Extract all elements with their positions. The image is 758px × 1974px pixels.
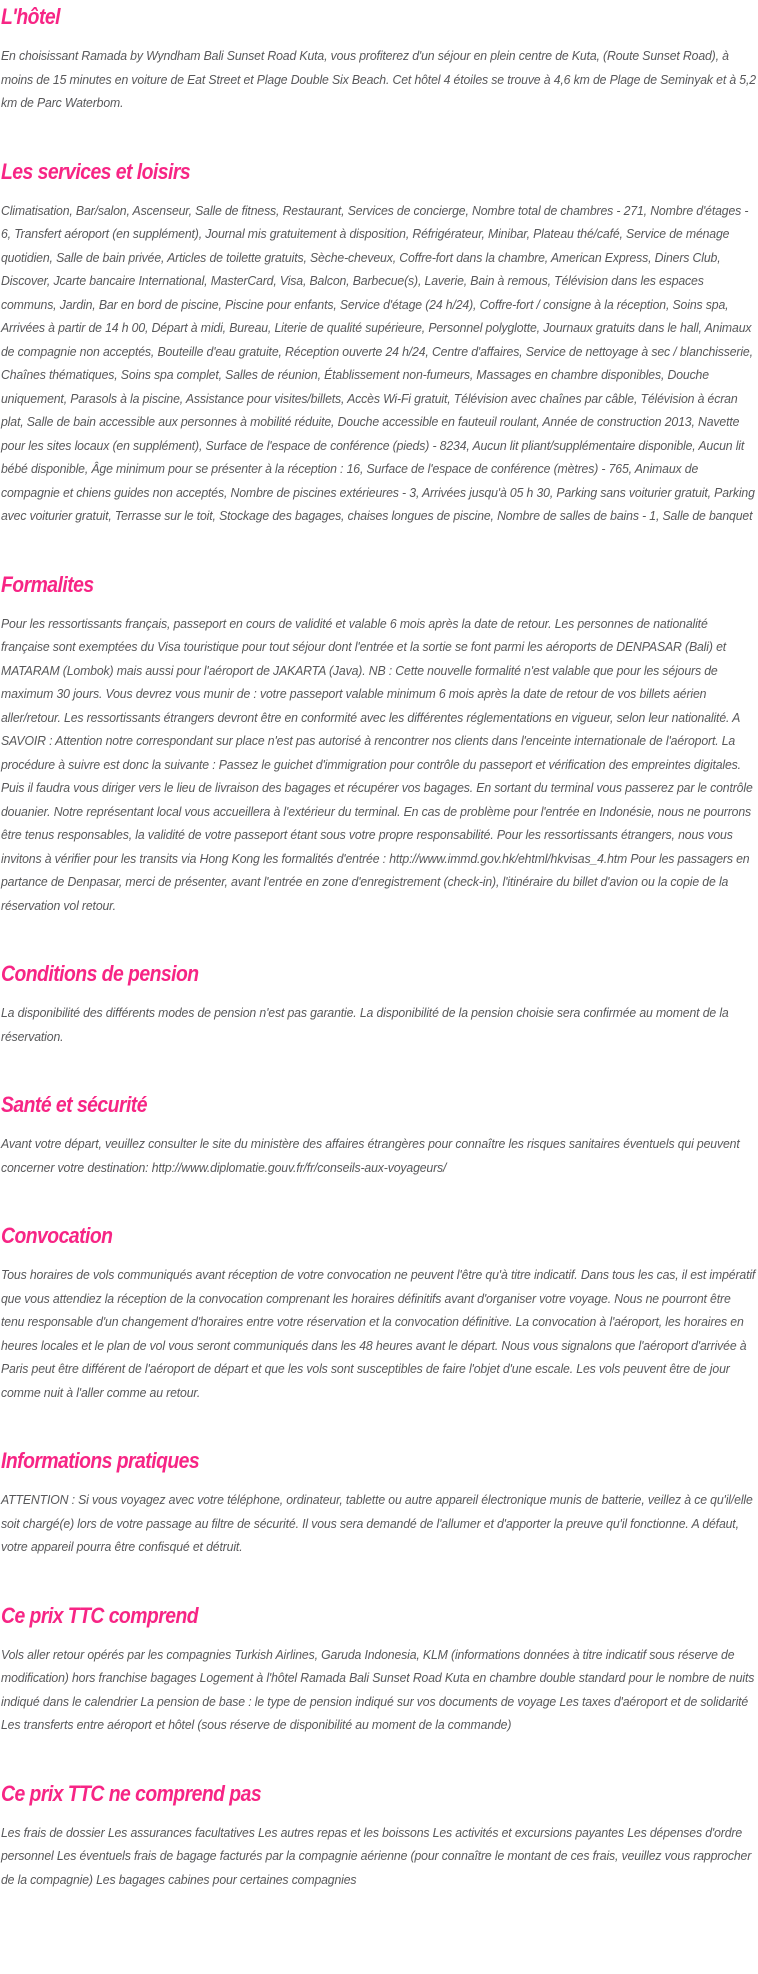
spacer	[1, 30, 757, 44]
spacer	[1, 1249, 757, 1263]
section-title-hotel: L'hôtel	[1, 4, 60, 29]
spacer	[1, 185, 757, 199]
section-body-convocation: Tous horaires de vols communiqués avant réception de votre convocation ne peuvent l'être qu'à titre indicatif. Dans tous les cas, il est impératif que vous attendiez la réception de la convocation comprenant les horaires définitifs avant d'organiser votre voyage. Nous ne pourront être tenu responsable d'un changement d'horaires entre votre réservation et la convocation définitive. La convocation à l'aéroport, les horaires en heures locales et le plan de vol vous seront communiqués dans les 48 heures avant le départ. Nous vous signalons que l'aéroport d'arrivée à Paris peut être différent de l'aéroport de départ et que les vols sont susceptibles de faire l'objet d'une escale. Les vols peuvent être de jour comme nuit à l'aller comme au retour.	[1, 1267, 756, 1400]
spacer	[1, 1048, 757, 1092]
section-title-services: Les services et loisirs	[1, 158, 191, 184]
section-title-prix-comprend: Ce prix TTC comprend	[1, 1602, 199, 1628]
section-prix-comprend	[1, 1603, 757, 1737]
section-body-prix-ne-comprend-pas: Les frais de dossier Les assurances facultatives Les autres repas et les boissons Les activités et excursions payantes Les dépenses d'ordre personnel Les éventuels frais de bagage facturés par la compagnie aérienne (pour connaître le montant de ces frais, veuillez vous rapprocher de la compagnie) Les bagages cabines pour certaines compagnies	[1, 1824, 752, 1887]
spacer	[1, 1807, 757, 1821]
spacer	[1, 917, 757, 961]
spacer	[1, 1474, 757, 1488]
section-title-formalites: Formalites	[1, 571, 94, 597]
section-body-prix-comprend: Vols aller retour opérés par les compagnies Turkish Airlines, Garuda Indonesia, KLM (informations données à titre indicatif sous réserve de modification) hors franchise bagages Logement à l'hôtel Ramada Bali Sunset Road Kuta en chambre double standard pour le nombre de nuits indiqué dans le calendrier La pension de base : le type de pension indiqué sur vos documents de voyage Les taxes d'aéroport et de solidarité Les transferts entre aéroport et hôtel (sous réserve de disponibilité au moment de la commande)	[1, 1646, 755, 1732]
spacer	[1, 987, 757, 1001]
section-body-informations-pratiques: ATTENTION : Si vous voyagez avec votre téléphone, ordinateur, tablette ou autre appareil électronique munis de batterie, veillez à ce qu'il/elle soit chargé(e) lors de votre passage au filtre de sécurité. Il vous sera demandé de l'allumer et d'apporter la preuve qu'il fonctionne. A défaut, votre appareil pourra être confisqué et détruit.	[1, 1492, 753, 1554]
section-sante-securite	[1, 1092, 757, 1179]
spacer	[1, 1179, 757, 1223]
section-title-sante-securite: Santé et sécurité	[1, 1092, 147, 1117]
section-title-prix-ne-comprend-pas: Ce prix TTC ne comprend pas	[1, 1780, 262, 1806]
spacer	[1, 1737, 757, 1781]
section-services	[1, 159, 757, 528]
section-body-sante-securite: Avant votre départ, veuillez consulter le site du ministère des affaires étrangères pour connaître les risques sanitaires éventuels qui peuvent concerner votre destination: http://www.diplomatie.gouv.fr/fr/conseils-aux-voyageurs/	[1, 1136, 740, 1175]
section-informations-pratiques	[1, 1448, 757, 1559]
spacer	[1, 115, 757, 159]
section-conditions-pension	[1, 961, 757, 1048]
section-convocation	[1, 1223, 757, 1404]
section-title-conditions-pension: Conditions de pension	[1, 961, 199, 986]
spacer	[1, 598, 757, 612]
spacer	[1, 1118, 757, 1132]
spacer	[1, 528, 757, 572]
section-hotel	[1, 0, 757, 115]
spacer	[1, 1559, 757, 1603]
section-body-formalites: Pour les ressortissants français, passeport en cours de validité et valable 6 mois après la date de retour. Les personnes de nationalité française sont exemptées du Visa touristique pour tout séjour dont l'entrée et la sortie se font parmi les aéroports de DENPASAR (Bali) et MATARAM (Lombok) mais aussi pour l'aéroport de JAKARTA (Java). NB : Cette nouvelle formalité n'est valable que pour les séjours de maximum 30 jours. Vous devrez vous munir de : votre passeport valable minimum 6 mois après la date de retour de vos billets aérien aller/retour. Les ressortissants étrangers devront être en conformité avec les différentes réglementations en vigueur, selon leur nationalité. A SAVOIR : Attention notre correspondant sur place n'est pas autorisé à rencontrer nos clients dans l'enceinte internationale de l'aéroport. La procédure à suivre est donc la suivante : Passez le guichet d'immigration pour contrôle du passeport et vérification des empreintes digitales. Puis il faudra vous diriger vers le lieu de livraison des bagages et récupérer vos bagages. En sortant du terminal vous passerez par le contrôle douanier. Notre représentant local vous accueillera à l'extérieur du terminal. En cas de problème pour l'entrée en Indonésie, nous ne pourrons être tenus responsables, la validité de votre passeport étant sous votre propre responsabilité. Pour les ressortissants étrangers, nous vous invitons à vérifier pour les transits via Hong Kong les formalités d'entrée : http://www.immd.gov.hk/ehtml/hkvisas_4.htm Pour les passagers en partance de Denpasar, merci de présenter, avant l'entrée en zone d'enregistrement (check-in), l'itinéraire du billet d'avion ou la copie de la réservation vol retour.	[1, 615, 753, 913]
spacer	[1, 1629, 757, 1643]
section-body-services: Climatisation, Bar/salon, Ascenseur, Salle de fitness, Restaurant, Services de concierge, Nombre total de chambres - 271, Nombre d'étages - 6, Transfert aéroport (en supplément), Journal mis gratuitement à disposition, Réfrigérateur, Minibar, Plateau thé/café, Service de ménage quotidien, Salle de bain privée, Articles de toilette gratuits, Sèche-cheveux, Coffre-fort dans la chambre, American Express, Diners Club, Discover, Jcarte bancaire International, MasterCard, Visa, Balcon, Barbecue(s), Laverie, Bain à remous, Télévision dans les espaces communs, Jardin, Bar en bord de piscine, Piscine pour enfants, Service d'étage (24 h/24), Coffre-fort / consigne à la réception, Soins spa, Arrivées à partir de 14 h 00, Départ à midi, Bureau, Literie de qualité supérieure, Personnel polyglotte, Journaux gratuits dans le hall, Animaux de compagnie non acceptés, Bouteille d'eau gratuite, Réception ouverte 24 h/24, Centre d'affaires, Service de nettoyage à sec / blanchisserie, Chaînes thématiques, Soins spa complet, Salles de réunion, Établissement non-fumeurs, Massages en chambre disponibles, Douche uniquement, Parasols à la piscine, Assistance pour visites/billets, Accès Wi-Fi gratuit, Télévision avec chaînes par câble, Télévision à écran plat, Salle de bain accessible aux personnes à mobilité réduite, Douche accessible en fauteuil roulant, Année de construction 2013, Navette pour les sites locaux (en supplément), Surface de l'espace de conférence (pieds) - 8234, Aucun lit pliant/supplémentaire disponible, Aucun lit bébé disponible, Âge minimum pour se présenter à la réception : 16, Surface de l'espace de conférence (mètres) - 765, Animaux de compagnie et chiens guides non acceptés, Nombre de piscines extérieures - 3, Arrivées jusqu'à 05 h 30, Parking sans voiturier gratuit, Parking avec voiturier gratuit, Terrasse sur le toit, Stockage des bagages, chaises longues de piscine, Nombre de salles de bains - 1, Salle de banquet	[1, 202, 755, 523]
section-formalites	[1, 572, 757, 918]
section-prix-ne-comprend-pas	[1, 1781, 757, 1892]
section-title-informations-pratiques: Informations pratiques	[1, 1448, 200, 1473]
section-body-conditions-pension: La disponibilité des différents modes de pension n'est pas garantie. La disponibilité de la pension choisie sera confirmée au moment de la réservation.	[1, 1005, 729, 1044]
section-title-convocation: Convocation	[1, 1223, 113, 1248]
spacer	[1, 1404, 757, 1448]
section-body-hotel: En choisissant Ramada by Wyndham Bali Sunset Road Kuta, vous profiterez d'un séjour en plein centre de Kuta, (Route Sunset Road), à moins de 15 minutes en voiture de Eat Street et Plage Double Six Beach. Cet hôtel 4 étoiles se trouve à 4,6 km de Plage de Seminyak et à 5,2 km de Parc Waterbom.	[1, 48, 756, 110]
